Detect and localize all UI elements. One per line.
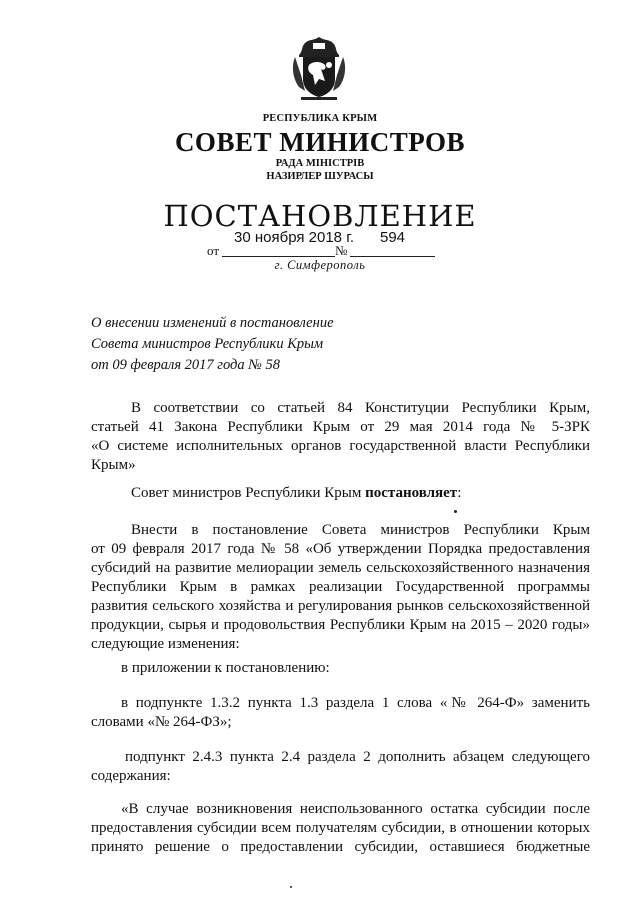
item2-paragraph: [91, 748, 590, 786]
subject-line: Совета министров Республики Крым: [91, 336, 324, 352]
document-type-title: ПОСТАНОВЛЕНИЕ: [163, 199, 477, 233]
resolves-text: Совет министров Республики Крым: [131, 485, 366, 501]
item1-line: в подпункте 1.3.2 пункта 1.3 раздела 1 слова «№ 264-Ф» заменить: [121, 695, 590, 711]
number-sign: №: [335, 243, 348, 258]
annex-paragraph: в приложении к постановлению:: [121, 660, 330, 676]
body-line: от 09 февраля 2017 года № 58 «Об утверждении Порядка предоставления: [91, 541, 590, 557]
date-prefix: от: [207, 243, 220, 258]
city-label: г. Симферополь: [274, 258, 366, 272]
scan-speck: [290, 886, 292, 888]
item2-line: подпункт 2.4.3 пункта 2.4 раздела 2 дополнить абзацем следующего: [125, 749, 590, 765]
body-line: Внести в постановление Совета министров Республики Крым: [131, 522, 590, 538]
body-line: развития сельского хозяйства и регулирования рынков сельскохозяйственной: [91, 598, 590, 614]
preamble-line: статьей 41 Закона Республики Крым от 29 мая 2014 года № 5-ЗРК: [91, 419, 590, 435]
item1-paragraph: [91, 694, 590, 732]
council-name-ukrainian: РАДА МІНІСТРІВ: [275, 158, 365, 169]
number-underline: [350, 256, 435, 257]
item1-line: словами «№ 264-ФЗ»;: [91, 714, 232, 730]
decree-date: 30 ноября 2018 г.: [234, 229, 354, 246]
quote-paragraph: [91, 800, 590, 857]
preamble-line: В соответствии со статьей 84 Конституции Республики Крым,: [131, 400, 590, 416]
item2-line: содержания:: [91, 768, 171, 784]
preamble-paragraph: [91, 399, 590, 475]
body-line: Республики Крым в рамках реализации Государственной программы: [91, 579, 590, 595]
body-paragraph: [91, 521, 590, 654]
date-underline: [222, 256, 335, 257]
resolves-paragraph: [131, 485, 461, 502]
body-line: продукции, сырья и продовольствия Республики Крым на 2015 – 2020 годы»: [91, 617, 590, 633]
preamble-line: Крым»: [91, 457, 136, 473]
quote-line: принято решение о предоставлении субсидии, оставшиеся бюджетные: [91, 839, 590, 855]
body-line: субсидий на развитие мелиорации земель сельскохозяйственного назначения: [91, 560, 590, 576]
coat-of-arms-emblem: [291, 35, 347, 101]
council-title: СОВЕТ МИНИСТРОВ: [174, 127, 466, 157]
subject-line: О внесении изменений в постановление: [91, 315, 334, 331]
council-name-crimean-tatar: НАЗИРЛЕР ШУРАСЫ: [266, 171, 374, 182]
quote-line: предоставления субсидии всем получателям субсидии, в отношении которых: [91, 820, 590, 836]
decree-number: 594: [380, 229, 406, 246]
subject-heading: [91, 313, 334, 376]
quote-line: «В случае возникновения неиспользованного остатка субсидии после: [121, 801, 590, 817]
scan-speck: [454, 510, 457, 513]
preamble-line: «О системе исполнительных органов государственной власти Республики: [91, 438, 590, 454]
resolves-colon: :: [457, 485, 462, 501]
resolves-keyword: постановляет: [365, 485, 458, 501]
subject-line: от 09 февраля 2017 года № 58: [91, 357, 281, 373]
republic-label: РЕСПУБЛИКА КРЫМ: [262, 113, 378, 124]
body-line: следующие изменения:: [91, 636, 240, 652]
